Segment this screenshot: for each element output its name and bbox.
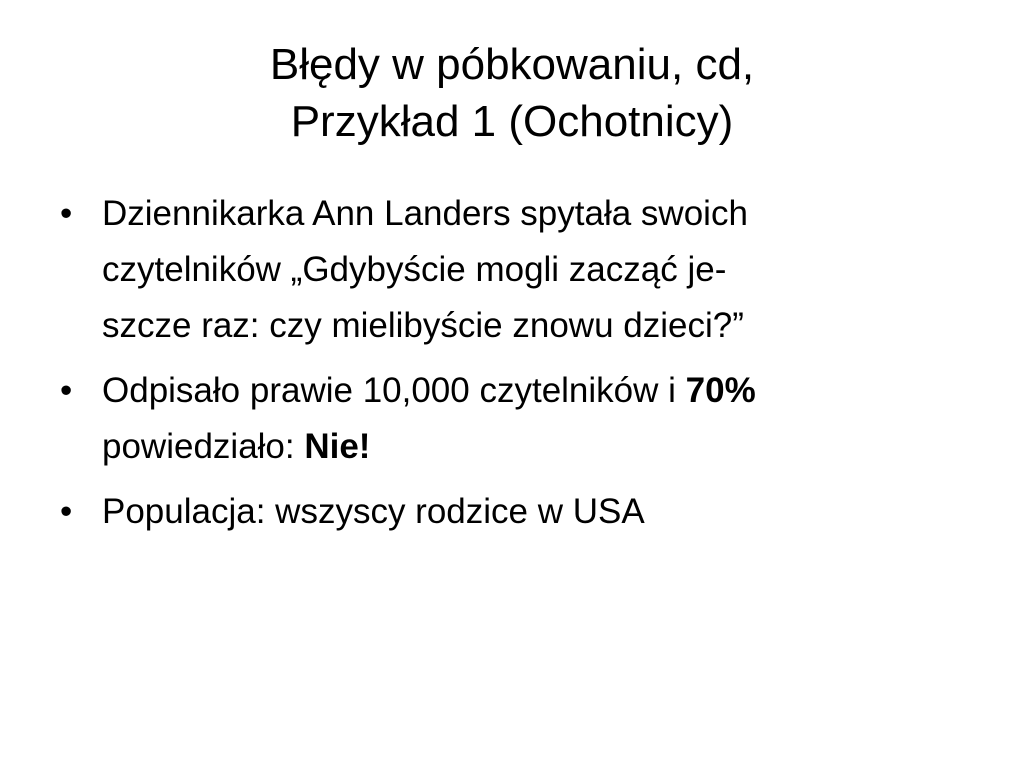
bullet-item-ann-landers (60, 186, 960, 354)
bullet-text-line: Populacja: wszyscy rodzice w USA (102, 492, 645, 531)
bullet-text-line (102, 419, 960, 475)
bullet-text-line: czytelników „Gdybyście mogli zacząć je- (102, 250, 727, 289)
percentage-value: 70% (685, 371, 756, 410)
bullet-item-responses (60, 363, 960, 475)
bullet-icon: • (60, 492, 73, 531)
bullet-list (60, 186, 960, 549)
title-line-2: Przykład 1 (Ochotnicy) (290, 97, 734, 146)
bullet-item-population (60, 484, 960, 540)
responses-text: Odpisało prawie 10,000 czytelników i (102, 371, 686, 410)
bullet-icon: • (60, 371, 73, 410)
bullet-text-line: szcze raz: czy mielibyście znowu dzieci?” (102, 306, 744, 345)
bullet-text-line: Dziennikarka Ann Landers spytała swoich (102, 194, 748, 233)
answer-value: Nie! (304, 427, 371, 466)
bullet-text-line (102, 363, 960, 419)
title-line-1: Błędy w póbkowaniu, cd, (269, 40, 755, 89)
answer-label: powiedziało: (102, 427, 305, 466)
bullet-icon: • (60, 194, 73, 233)
slide-title (0, 36, 1024, 150)
